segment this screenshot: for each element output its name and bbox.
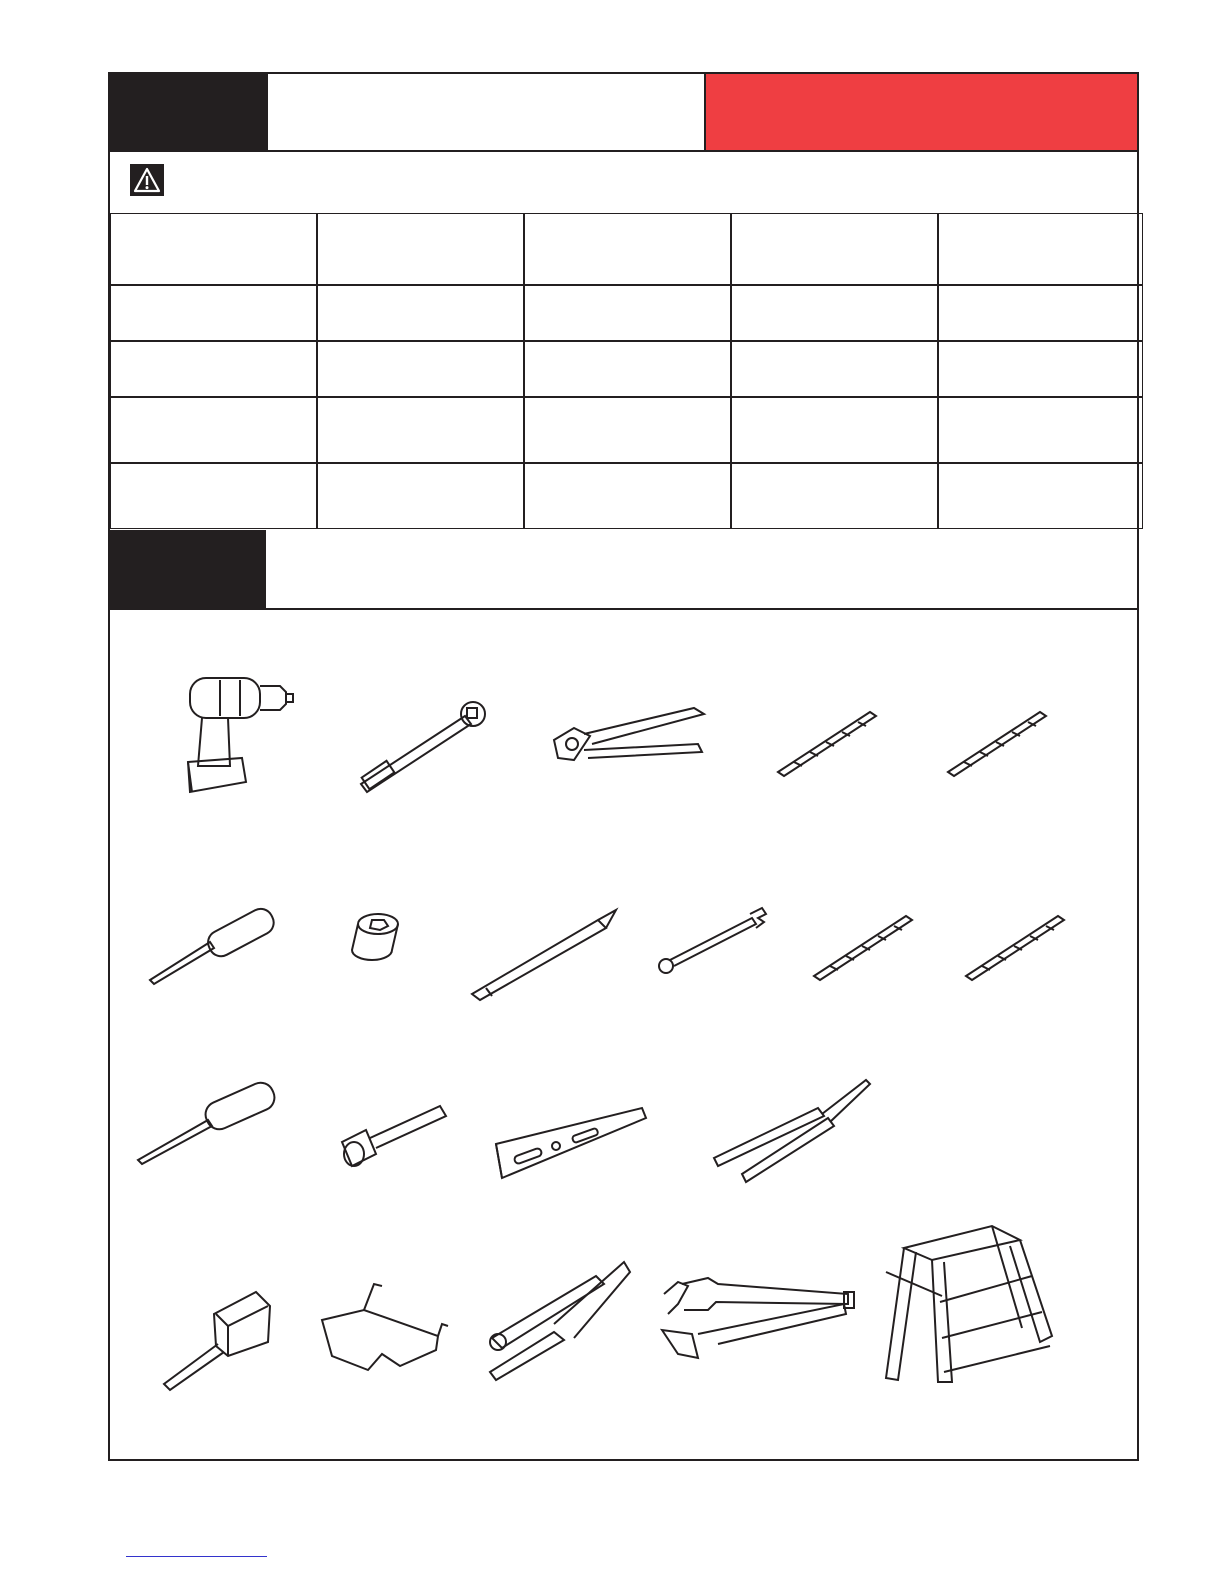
header-title-box: [266, 74, 706, 152]
step-ladder-icon: [882, 1152, 1072, 1397]
table-cell: [731, 397, 938, 463]
drill-bit-icon: [944, 706, 1054, 781]
table-cell: [317, 341, 524, 397]
specification-table: [110, 213, 1141, 529]
needle-nose-pliers-icon: [708, 1078, 878, 1193]
table-cell: [524, 463, 731, 529]
table-cell: [110, 285, 317, 341]
section-divider: [110, 608, 1137, 610]
table-cell: [524, 341, 731, 397]
header-red-tab: [706, 74, 1137, 152]
header-divider: [110, 150, 1137, 152]
footer-link-underline[interactable]: [126, 1556, 267, 1557]
table-cell: [938, 285, 1143, 341]
table-cell: [524, 397, 731, 463]
table-cell: [317, 397, 524, 463]
table-cell: [110, 213, 317, 285]
drill-bit-icon: [810, 910, 920, 985]
nut-driver-icon: [336, 1102, 456, 1177]
table-cell: [110, 397, 317, 463]
wire-cutter-pliers-icon: [544, 700, 714, 785]
warning-triangle-icon: [130, 164, 164, 196]
socket-icon: [344, 910, 404, 971]
pencil-icon: [466, 904, 626, 1009]
locking-pliers-icon: [484, 1254, 634, 1389]
table-cell: [317, 213, 524, 285]
table-cell: [110, 463, 317, 529]
c-clamp-locking-pliers-icon: [658, 1274, 858, 1379]
phillips-screwdriver-icon: [140, 898, 290, 993]
section-black-tab: [108, 530, 264, 610]
table-cell: [731, 463, 938, 529]
drill-bit-icon: [962, 910, 1072, 985]
table-cell: [731, 213, 938, 285]
table-cell: [317, 285, 524, 341]
table-cell: [524, 213, 731, 285]
flat-screwdriver-icon: [132, 1076, 282, 1171]
table-cell: [938, 397, 1143, 463]
table-cell: [524, 285, 731, 341]
tape-measure-icon: [158, 1286, 278, 1401]
page-frame: [108, 72, 1139, 1461]
drill-bit-icon: [774, 706, 884, 781]
table-cell: [938, 213, 1143, 285]
table-cell: [731, 285, 938, 341]
table-cell: [938, 463, 1143, 529]
table-cell: [731, 341, 938, 397]
combination-wrench-icon: [654, 904, 774, 989]
safety-glasses-icon: [318, 1280, 448, 1385]
table-cell: [938, 341, 1143, 397]
ratchet-wrench-icon: [353, 698, 503, 803]
header-black-tab: [110, 74, 266, 152]
cordless-drill-icon: [160, 670, 300, 805]
level-icon: [492, 1104, 652, 1189]
section-tab-divider: [264, 530, 266, 610]
table-cell: [110, 341, 317, 397]
table-cell: [317, 463, 524, 529]
